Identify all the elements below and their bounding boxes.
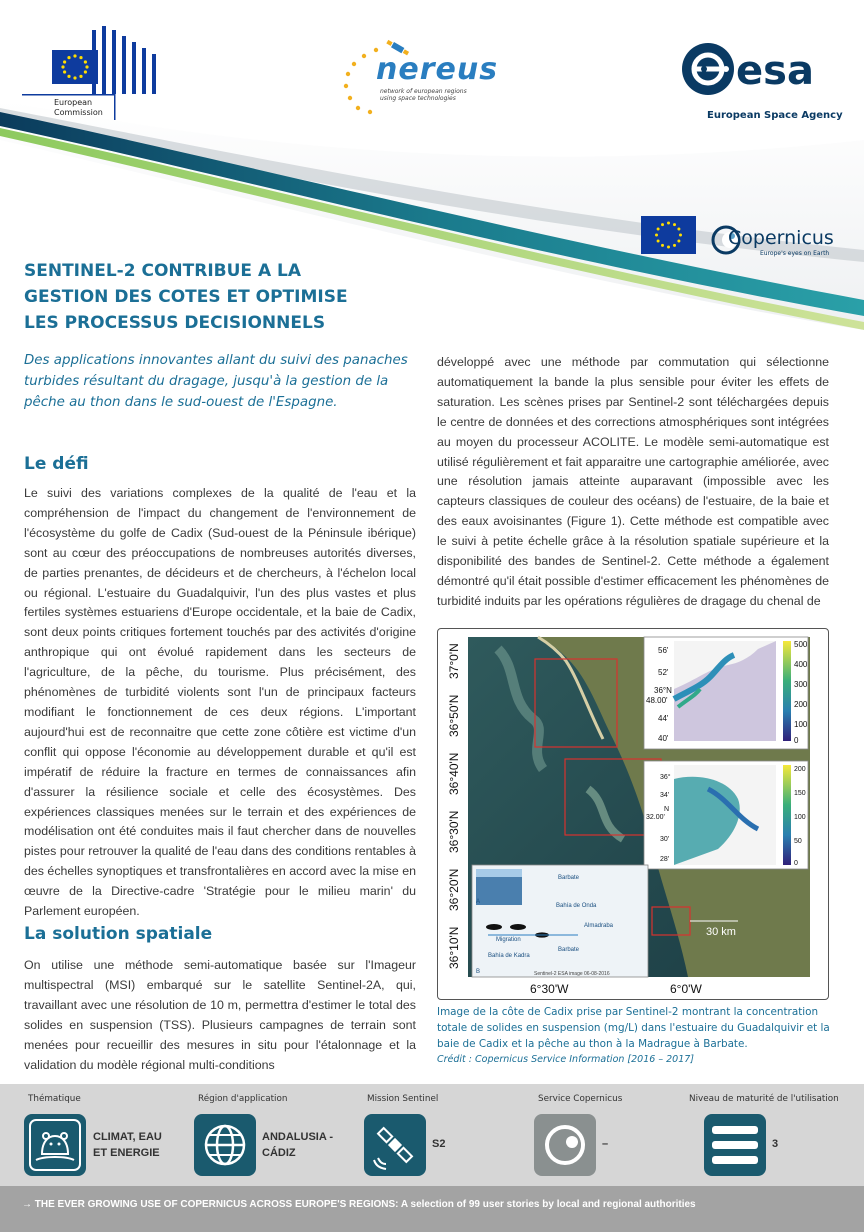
mission-value: S2: [432, 1138, 446, 1150]
inset-tuna-fishing: [472, 865, 648, 977]
svg-text:B: B: [476, 969, 481, 975]
region-label: Région d'application: [198, 1094, 288, 1104]
svg-text:N: N: [664, 806, 670, 813]
lat-label: 36°40'N: [447, 752, 461, 795]
svg-text:100: 100: [794, 814, 806, 821]
svg-text:300: 300: [794, 680, 808, 689]
lat-label: 36°30'N: [447, 810, 461, 853]
lat-label: 36°10'N: [447, 926, 461, 969]
satellite-icon: [364, 1114, 426, 1176]
right-column-text: développé avec une méthode par commutation qui sélectionne automatiquement la bande la plus sensible pour éviter les effets de saturation. Les scènes prises par Sentinel-2 sont téléchargées depuis le centre de données et des corrections atmosphériques sont intégrées au moyen du processeur ACOLITE. Le modèle semi-automatique est utilisé régulièrement et fait apparaitre une cartographie améliorée, avec une résolution jamais atteinte auparavant (impossible avec les capteurs classiques de couleur des océans) de l'estuaire, de la baie et des eaux avoisinantes (Figure 1). Cette méthode est compatible avec le suivi à petite échelle grâce à la résolution spatiale supérieure et la disponibilité des bandes de Sentinel-2. Cette méthode a également démontré qu'il était possible d'estimer efficacement les phénomènes de turbidité induits par les opérations régulières de dragage du chenal de: [437, 355, 829, 608]
esa-caption: European Space Agency: [707, 110, 843, 121]
region-value: ANDALUSIA - CÁDIZ: [262, 1131, 334, 1159]
svg-text:0: 0: [794, 860, 798, 867]
maturite-value: 3: [772, 1138, 779, 1150]
maturite-label: Niveau de maturité de l'utilisation: [689, 1094, 839, 1104]
svg-text:36°N: 36°N: [654, 686, 672, 695]
polar-bear-icon: [24, 1114, 86, 1176]
nereus-tagline: network of european regions using space technologies: [380, 88, 467, 102]
eu-flag-icon: [641, 216, 696, 254]
svg-text:Barbate: Barbate: [558, 875, 580, 881]
figure-caption: Image de la côte de Cadix prise par Sentinel-2 montrant la concentration totale de solides en suspension (mg/L) dans l'estuaire du Guadalquivir et la baie de Cadix et la pêche au thon à la Madrague à Barbate. Crédit : Copernicus Service Information [2016 – 2017]: [437, 1004, 837, 1068]
svg-text:Sentinel-2 ESA image 06-08-201: Sentinel-2 ESA image 06-08-2016: [534, 971, 610, 977]
svg-text:Bahía de Onda: Bahía de Onda: [556, 903, 597, 909]
section-heading-solution: La solution spatiale: [24, 924, 213, 944]
service-value: –: [602, 1138, 609, 1150]
footer-banner-text: → THE EVER GROWING USE OF COPERNICUS ACROSS EUROPE'S REGIONS: A selection of 99 user stories by local and regional authorities: [22, 1199, 696, 1210]
mission-label: Mission Sentinel: [367, 1094, 439, 1104]
esa-logo: [682, 42, 832, 96]
section-heading-defi: Le défi: [24, 454, 89, 474]
solution-body-text: On utilise une méthode semi-automatique basée sur l'Imageur multispectral (MSI) embarqué sur le satellite Sentinel-2A, qui, travaillant avec une résolution de 10 m, permettra d'estimer le total des solides en suspension (TSS). Plusieurs campagnes de terrain sont menées pour recueillir des mesures in situ pour l'étalonnage et la validation du modèle régional multi-conditions: [24, 958, 416, 1072]
service-label: Service Copernicus: [538, 1094, 623, 1104]
svg-text:0: 0: [794, 736, 799, 745]
svg-text:30': 30': [660, 836, 670, 843]
svg-text:400: 400: [794, 660, 808, 669]
lead-paragraph: Des applications innovantes allant du suivi des panaches turbides résultant du dragage, jusqu'à la gestion de la pêche au thon dans le sud-ouest de l'Espagne.: [24, 353, 408, 410]
inset-map-guadalquivir: [644, 637, 808, 749]
svg-text:Barbate: Barbate: [558, 947, 580, 953]
footer-banner: [0, 1186, 864, 1232]
satellite-figure: [437, 628, 829, 1000]
svg-text:esa: esa: [736, 48, 814, 94]
globe-icon: [194, 1114, 256, 1176]
svg-text:500: 500: [794, 640, 808, 649]
lat-label: 36°20'N: [447, 868, 461, 911]
figure-credit: Crédit : Copernicus Service Information [2016 – 2017]: [437, 1054, 694, 1065]
lat-label: 36°50'N: [447, 694, 461, 737]
svg-text:34': 34': [660, 792, 670, 799]
thematique-label: Thématique: [28, 1094, 81, 1104]
svg-text:200: 200: [794, 700, 808, 709]
svg-text:Bahía de Kadra: Bahía de Kadra: [488, 953, 530, 959]
svg-text:150: 150: [794, 790, 806, 797]
svg-text:52': 52': [658, 668, 669, 677]
maturity-level-icon: [704, 1114, 766, 1176]
svg-text:200: 200: [794, 766, 806, 773]
svg-text:32.00': 32.00': [646, 814, 665, 821]
svg-text:48.00': 48.00': [646, 696, 668, 705]
copernicus-tagline: Europe's eyes on Earth: [760, 250, 830, 257]
lon-label: 6°30'W: [530, 982, 569, 996]
svg-text:36°: 36°: [660, 774, 671, 781]
defi-body-text: Le suivi des variations complexes de la qualité de l'eau et la compréhension de l'impact du changement de l'environnement de l'écosystème du golfe de Cadix (Sud-ouest de la Péninsule ibérique) sont au cœur des préoccupations de nombreuses autorités diverses, de parties prenantes, de décideurs et de chercheurs, à l'échelon local ou régional. L'estuaire du Guadalquivir, l'un des plus vastes et plus fertiles systèmes estuariens d'Europe occidentale, et la baie de Cadix, sont deux points critiques fortement touchés par des activités d'origine anthropique qui ont évolué rapidement dans les secteurs de l'agriculture, de la pêche, du tourisme. Plus précisément, des phénomènes de turbidité violents sont l'un de principaux facteurs modifiant le fonctionnement de ces deux régions. L'important aujourd'hui est de reconnaitre que cette zone côtière est victime d'un conflit qui oppose l'économie au développement durable et qu'il est impératif de réduire la fracture en termes de connaissances afin d'assurer la résilience sociale et celle des écosystèmes. Des expériences classiques menées sur le terrain et des expériences de modélisation ont été conduites mais il faut chercher dans de nouvelles pistes pour retrouver la qualité de l'eau dans des conditions rentables à des échelles synoptiques et transfrontalières en accord avec la mise en œuvre de la Directive-cadre 'Stratégie pour le milieu marin' du Parlement européen.: [24, 486, 416, 919]
story-info-bar: [0, 1084, 864, 1186]
thematique-value: CLIMAT, EAU ET ENERGIE: [93, 1131, 162, 1159]
svg-text:A: A: [476, 899, 481, 905]
satellite-map: [438, 629, 829, 1000]
copernicus-wordmark: Copernicus: [728, 227, 834, 249]
svg-text:Almadraba: Almadraba: [584, 923, 614, 929]
svg-text:56': 56': [658, 646, 669, 655]
lon-label: 6°0'W: [670, 982, 702, 996]
svg-text:100: 100: [794, 720, 808, 729]
inset-map-cadiz-bay: [644, 761, 808, 869]
copernicus-service-icon: [534, 1114, 596, 1176]
page-title: SENTINEL-2 CONTRIBUE A LA GESTION DES COTES ET OPTIMISE LES PROCESSUS DECISIONNELS: [24, 261, 348, 333]
lat-label: 37°0'N: [447, 643, 461, 679]
nereus-wordmark: nereus: [376, 52, 499, 87]
svg-text:40': 40': [658, 734, 669, 743]
svg-text:Migration: Migration: [496, 937, 521, 943]
european-commission-caption: European Commission: [54, 98, 103, 117]
svg-text:28': 28': [660, 856, 670, 863]
svg-text:44': 44': [658, 714, 669, 723]
scale-label: 30 km: [706, 926, 736, 938]
svg-text:50: 50: [794, 838, 802, 845]
